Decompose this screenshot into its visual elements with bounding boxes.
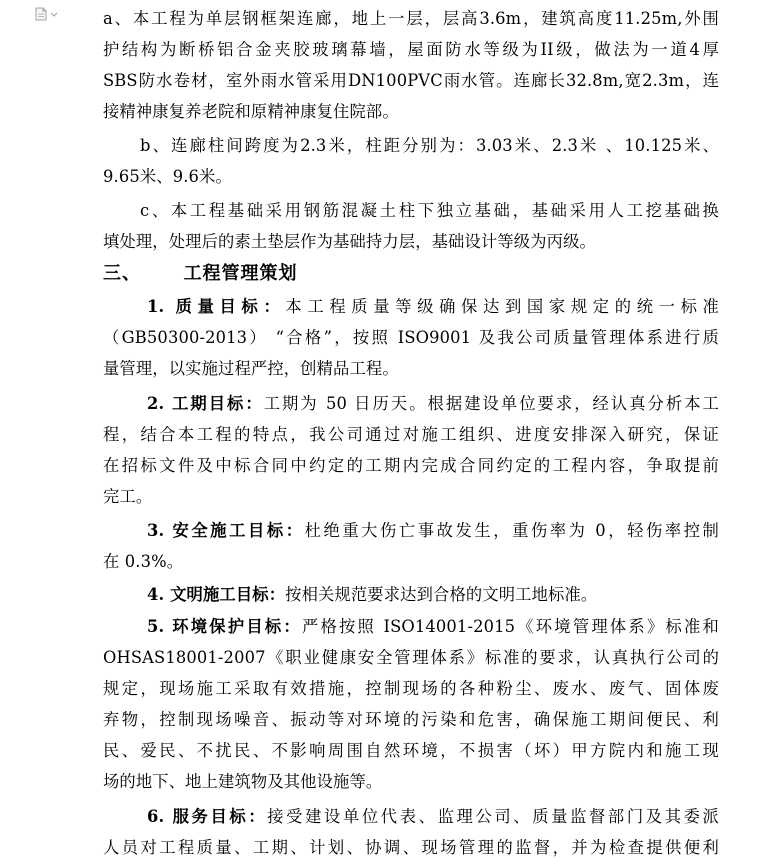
goal-environment-line: 场的地下、地上建筑物及其他设施等。 xyxy=(103,772,383,791)
goal-label: 6. 服务目标： xyxy=(147,807,268,826)
goal-service-line xyxy=(147,807,719,827)
para-c-line: 填处理，处理后的素土垫层作为基础持力层，基础设计等级为丙级。 xyxy=(103,232,596,251)
goal-civilized-line xyxy=(147,585,719,605)
goal-text: 工期为 50 日历天。根据建设单位要求，经认真分析本工 xyxy=(263,394,719,413)
goal-environment-line: OHSAS18001-2007《职业健康安全管理体系》标准的要求，认真执行公司的 xyxy=(103,648,719,667)
goal-quality-line: （GB50300-2013） “合格”，按照 ISO9001 及我公司质量管理体系进行质 xyxy=(103,328,719,347)
para-a-line: 护结构为断桥铝合金夹胶玻璃幕墙，屋面防水等级为II级，做法为一道4厚 xyxy=(103,40,719,59)
goal-schedule-line: 程，结合本工程的特点，我公司通过对施工组织、进度安排深入研究，保证 xyxy=(103,425,719,444)
goal-text: 按相关规范要求达到合格的文明工地标准。 xyxy=(285,585,598,604)
para-b-line: b、连廊柱间跨度为2.3米，柱距分别为：3.03米、2.3米 、10.125米、 xyxy=(140,136,719,155)
goal-environment-line: 弃物，控制现场噪音、振动等对环境的污染和危害，确保施工期间便民、利 xyxy=(103,710,719,729)
goal-schedule-line: 完工。 xyxy=(103,487,153,506)
para-a-line: a、本工程为单层钢框架连廊，地上一层，层高3.6m，建筑高度11.25m,外围 xyxy=(103,9,719,28)
goal-text: 本工程质量等级确保达到国家规定的统一标准 xyxy=(285,297,719,316)
goal-service-line: 人员对工程质量、工期、计划、协调、现场管理的监督，并为检查提供便利 xyxy=(103,838,719,857)
heading-title: 工程管理策划 xyxy=(183,263,298,284)
goal-schedule-line: 在招标文件及中标合同中约定的工期内完成合同约定的工程内容，争取提前 xyxy=(103,456,719,475)
goal-environment-line: 规定，现场施工采取有效措施，控制现场的各种粉尘、废水、废气、固体废 xyxy=(103,679,719,698)
goal-quality-line xyxy=(147,297,719,317)
goal-safety-line: 在 0.3%。 xyxy=(103,552,184,571)
para-a-line: 接精神康复养老院和原精神康复住院部。 xyxy=(103,102,399,121)
section-heading xyxy=(103,264,719,284)
goal-label: 4. 文明施工目标： xyxy=(147,585,286,604)
goal-environment-line xyxy=(147,617,719,637)
goal-safety-line xyxy=(147,521,719,541)
goal-quality-line: 量管理，以实施过程严控，创精品工程。 xyxy=(103,359,399,378)
para-c-line: c、本工程基础采用钢筋混凝土柱下独立基础，基础采用人工挖基础换 xyxy=(140,201,719,220)
goal-schedule-line xyxy=(147,394,719,414)
goal-label: 2. 工期目标： xyxy=(147,394,264,413)
document-icon[interactable] xyxy=(34,7,64,21)
goal-text: 严格按照 ISO14001-2015《环境管理体系》标准和 xyxy=(301,617,719,636)
goal-label: 5. 环境保护目标： xyxy=(147,617,302,636)
goal-label: 3. 安全施工目标： xyxy=(147,521,305,540)
goal-text: 接受建设单位代表、监理公司、质量监督部门及其委派 xyxy=(267,807,719,826)
para-b-line: 9.65米、9.6米。 xyxy=(103,167,232,186)
para-a-line: SBS防水卷材，室外雨水管采用DN100PVC雨水管。连廊长32.8m,宽2.3m，连 xyxy=(103,71,719,90)
goal-label: 1. 质量目标： xyxy=(147,297,286,316)
goal-text: 杜绝重大伤亡事故发生，重伤率为 0，轻伤率控制 xyxy=(304,521,719,540)
heading-number: 三、 xyxy=(103,263,141,284)
goal-environment-line: 民、爱民、不扰民、不影响周围自然环境，不损害（坏）甲方院内和施工现 xyxy=(103,741,719,760)
